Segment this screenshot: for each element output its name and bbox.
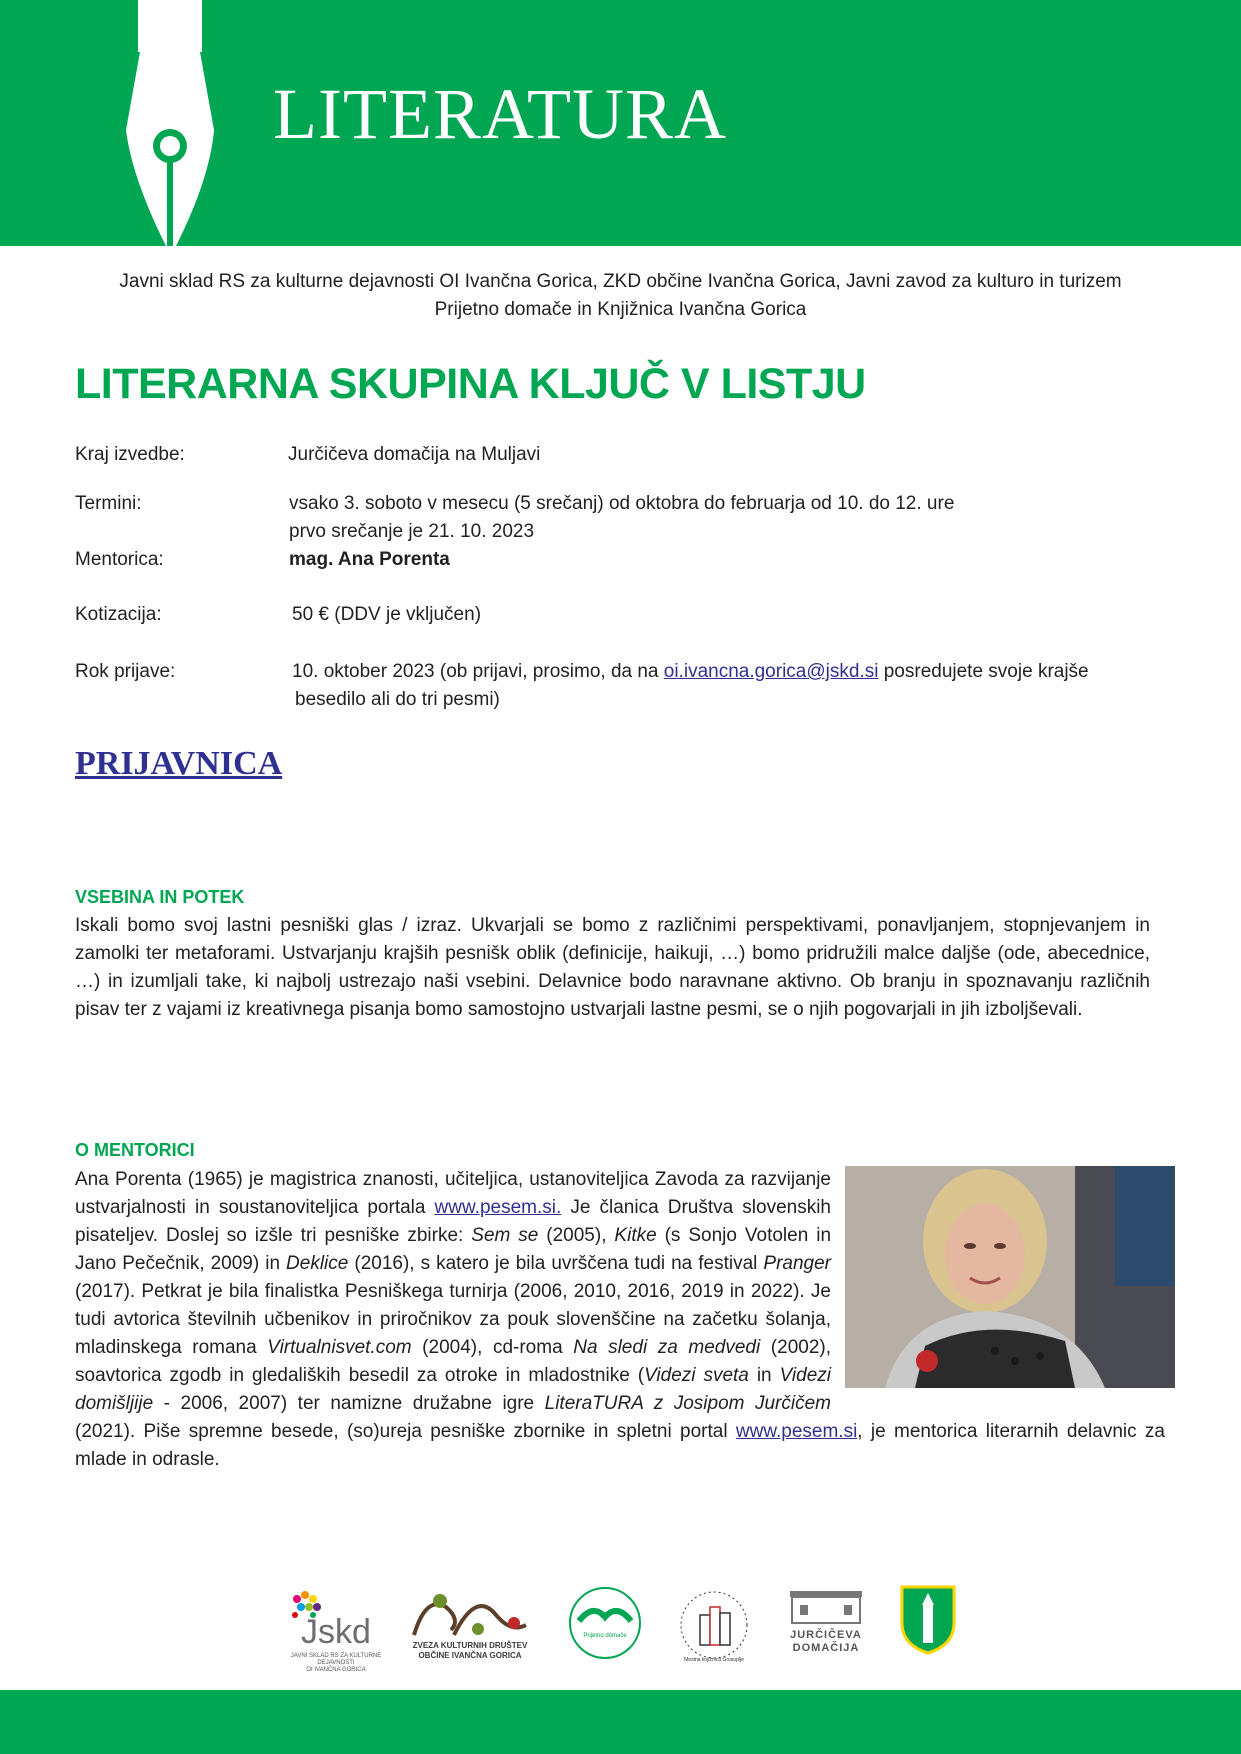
book-title: Sem se: [471, 1225, 539, 1246]
content-text: Iskali bomo svoj lastni pesniški glas / izraz. Ukvarjali se bomo z različnimi perspektivami, ponavljanjem, stopnjevanjem in zamolki ter metaforami. Ustvarjanju krajših pesnišk oblik (definicije, haikuji, …) bomo pridružili malce daljše (ode, abecednice, …) in izumljali take, ki najbolj ustrezajo naši vsebini. Delavnice bodo naravnane aktivno. Ob branju in spoznavanju različnih pisav ter z vajami iz kreativnega pisanja bomo samostojno ustvarjali lastne pesmi, se o njih pogovarjali in jih izboljševali.: [75, 915, 1150, 1020]
prijetno-domace-mark-icon: [567, 1585, 643, 1661]
header-banner: [0, 0, 1241, 246]
mentor-bio-part: (2016), s katero je bila uvrščena tudi na festival: [348, 1253, 764, 1274]
mentor-section: [75, 1166, 1175, 1474]
zkd-mark-icon: [406, 1585, 534, 1641]
banner-title: LITERATURA: [273, 74, 727, 154]
organizers-line-2: Prijetno domače in Knjižnica Ivančna Gorica: [434, 299, 807, 320]
book-title: Deklice: [286, 1253, 349, 1274]
coat-of-arms-icon: [900, 1585, 956, 1655]
mentor-value: mag. Ana Porenta: [289, 549, 450, 570]
dates-value-line-2: prvo srečanje je 21. 10. 2023: [289, 521, 535, 542]
footer-bar: [0, 1690, 1241, 1754]
location-label: Kraj izvedbe:: [75, 444, 185, 465]
mentor-bio-part: in: [748, 1365, 780, 1386]
book-title: Kitke: [614, 1225, 657, 1246]
festival-name: Pranger: [763, 1253, 831, 1274]
zkd-logo: [406, 1585, 534, 1665]
game-title: LiteraTURA z Josipom Jurčičem: [544, 1393, 831, 1414]
house-icon: [786, 1585, 866, 1625]
prijetno-domace-logo: [567, 1585, 643, 1665]
mentor-portrait-image: [845, 1166, 1175, 1388]
jurciceva-text-line-2: DOMAČIJA: [792, 1642, 860, 1654]
zkd-text: [406, 1641, 534, 1661]
pesem-link-2[interactable]: www.pesem.si: [735, 1421, 858, 1442]
jskd-caption-line-1: JAVNI SKLAD RS ZA KULTURNE DEJAVNOSTI: [290, 1653, 382, 1666]
jurciceva-text: [786, 1629, 866, 1655]
dates-label: Termini:: [75, 493, 142, 514]
zkd-text-line-1: ZVEZA KULTURNIH DRUŠTEV: [412, 1641, 528, 1650]
work-title: Videzi domišljije: [75, 1365, 831, 1414]
organizers: [60, 268, 1181, 324]
mentor-bio-part: (2021). Piše spremne besede, (so)ureja pesniške zbornike in spletni portal: [75, 1421, 736, 1442]
deadline-value-line-1: [292, 658, 1089, 686]
mentor-bio-part: (2004), cd-roma: [411, 1337, 574, 1358]
dates-value-line-1: vsako 3. soboto v mesecu (5 srečanj) od oktobra do februarja od 10. do 12. ure: [289, 493, 955, 514]
jskd-logo: [283, 1585, 389, 1673]
event-title: LITERARNA SKUPINA KLJUČ V LISTJU: [75, 360, 866, 408]
mentor-bio-part: Ana Porenta (1965) je magistrica znanosti, učiteljica, ustanoviteljica Zavoda za razvijanje ustvarjalnosti in soustanoviteljica portala: [75, 1169, 831, 1218]
deadline-value-line-2: besedilo ali do tri pesmi): [295, 689, 500, 710]
jskd-wordmark: Jskd: [301, 1613, 371, 1651]
jskd-caption: [283, 1653, 389, 1674]
mentor-bio-part: , je mentorica literarnih delavnic za mlade in odrasle.: [75, 1421, 1166, 1470]
deadline-label: Rok prijave:: [75, 661, 176, 682]
jurciceva-domacija-logo: [786, 1585, 866, 1665]
fee-label: Kotizacija:: [75, 604, 162, 625]
library-mark-icon: [676, 1585, 752, 1665]
email-link[interactable]: oi.ivancna.gorica@jskd.si: [663, 661, 879, 682]
mentor-bio-part: (2017). Petkrat je bila finalistka Pesniškega turnirja (2006, 2010, 2016, 2019 in 2022). Je tudi avtorica številnih učbenikov in priročnikov za pouk slovenščine na začetku šolanja, mladinskega romana: [75, 1281, 831, 1358]
library-logo: [676, 1585, 752, 1665]
deadline-text-pre: 10. oktober 2023 (ob prijavi, prosimo, da na: [292, 661, 664, 682]
mentor-bio-part: (2002), soavtorica zgodb in gledaliških besedil za otroke in mladostnike (: [75, 1337, 831, 1386]
mentor-heading: O MENTORICI: [75, 1140, 195, 1160]
fee-value: 50 € (DDV je vključen): [292, 604, 482, 625]
partner-logos: [0, 1585, 1241, 1675]
location-value: Jurčičeva domačija na Muljavi: [288, 444, 541, 465]
jskd-caption-line-2: OI IVANČNA GORICA: [306, 1667, 366, 1673]
mentor-bio-part: (s Sonjo Votolen in Jano Pečečnik, 2009) in: [75, 1225, 832, 1274]
mentor-label: Mentorica:: [75, 549, 164, 570]
prijetno-domace-text: Prijetno domače: [583, 1633, 627, 1639]
jurciceva-text-line-1: JURČIČEVA: [790, 1629, 862, 1641]
organizers-line-1: Javni sklad RS za kulturne dejavnosti OI Ivančna Gorica, ZKD občine Ivančna Gorica, Javni zavod za kulturo in turizem: [119, 271, 1122, 292]
mentor-photo: [845, 1166, 1175, 1388]
deadline-text-post: posredujete svoje krajše: [878, 661, 1089, 682]
mentor-bio-part: (2005),: [538, 1225, 615, 1246]
mentor-bio-part: Je članica Društva slovenskih pisateljev. Doslej so izšle tri pesniške zbirke:: [75, 1197, 831, 1246]
content-heading: VSEBINA IN POTEK: [75, 887, 245, 907]
municipality-coat-of-arms: [900, 1585, 956, 1665]
registration-link[interactable]: PRIJAVNICA: [75, 745, 283, 782]
fountain-pen-icon: [118, 0, 228, 246]
novel-title: Virtualnisvet.com: [267, 1337, 412, 1358]
zkd-text-line-2: OBČINE IVANČNA GORICA: [418, 1651, 522, 1660]
mentor-bio-part: - 2006, 2007) ter namizne družabne igre: [153, 1393, 545, 1414]
cdrom-title: Na sledi za medvedi: [573, 1337, 761, 1358]
pesem-link-1[interactable]: www.pesem.si.: [434, 1197, 562, 1218]
library-text: Mestna knjižnica Grosuplje: [684, 1657, 744, 1663]
work-title: Videzi sveta: [644, 1365, 749, 1386]
